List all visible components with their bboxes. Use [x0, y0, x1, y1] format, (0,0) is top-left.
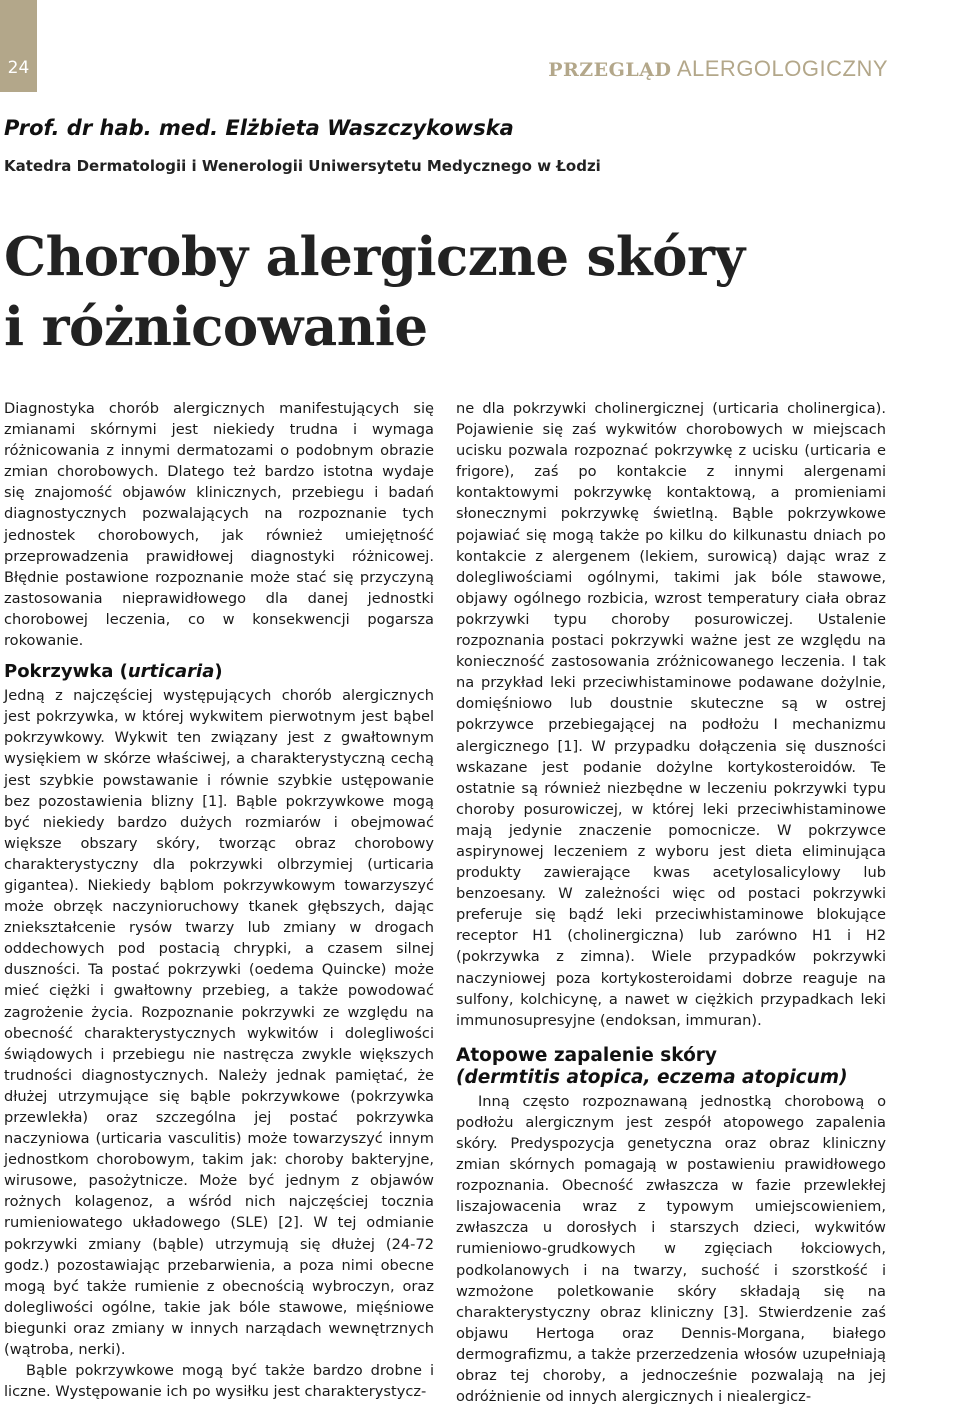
heading-end: ) [214, 661, 223, 683]
heading-main: Pokrzywka ( [4, 661, 128, 683]
body-paragraph: ne dla pokrzywki cholinergicznej (urticaria cholinergica). Pojawienie się zaś wykwitów chorobowych w miejscach ucisku pozwala rozpoznać pokrzywkę z ucisku (urticaria e frigore), zaś po kontakcie z innymi alergenami kontaktowymi pokrzywkę kontaktową, a promieniami słonecznymi pokrzywkę świetlną. Bąble pokrzywkowe pojawiać się mogą także po kilku do kilkunastu dniach po kontakcie z alergenem (lekiem, surowicą) dając wraz z dolegliwościami ogólnymi, takimi jak bóle stawowe, objawy ogólnego rozbicia, wzrost temperatury ciała obraz pokrzywki typu choroby posurowiczej. Ustalenie rozpoznania postaci pokrzywki ważne jest ze względu na konieczność zastosowania zróżnicowanego leczenia. I tak na przykład leki przeciwhistaminowe podawane dożylnie, domięśniowo lub doustnie skuteczne są w ostrej pokrzywce przebiegającej na podłożu I mechanizmu alergicznego [1]. W przypadku dołączenia się duszności wskazane jest podanie dożylne kortykosteroidów. Te ostatnie są również niezbędne w leczeniu pokrzywki typu choroby posurowiczej, w której leki przeciwhistaminowe mają jedynie znaczenie pomocnicze. W pokrzywce aspirynowej leczeniem z wyboru jest dieta eliminująca produkty zawierające kwas acetylosalicylowy lub benzoesany. W zależności więc od postaci pokrzywki preferuje się bądź leki przeciwhistaminowe blokujące receptor H1 (cholinergiczna) lub zarówno H1 i H2 (pokrzywka z zimna). Wiele przypadków pokrzywki naczyniowej poza kortykosteroidami dobrze reaguje na sulfony, kolchicynę, a nawet w ciężkich przypadkach leki immunosupresyjne (endoksan, immuran). [456, 400, 886, 1029]
article-title [4, 222, 904, 362]
article-title-line2: i różnicowanie [4, 296, 428, 358]
page-number: 24 [7, 58, 30, 78]
heading-line2-italic: (dermtitis atopica, eczema atopicum) [456, 1066, 848, 1088]
journal-name-part1: PRZEGLĄD [548, 59, 672, 81]
intro-paragraph: Diagnostyka chorób alergicznych manifestujących się zmianami skórnymi jest niekiedy trudna i wymaga różnicowania z innymi dermatozami o podobnym obrazie zmian chorobowych. Dlatego też bardzo istotna wydaje się znajomość objawów klinicznych, przebiegu i badań diagnostycznych pozwalających na rozpoznanie tych jednostek chorobowych, jak również umiejętność przeprowadzenia prawidłowej diagnostyki różnicowej. Błędnie postawione rozpoznanie może stać się przyczyną zastosowania nieprawidłowego dla danej jednostki chorobowej leczenia, co w konsekwencji pogarsza rokowanie. [4, 400, 434, 650]
body-paragraph: Bąble pokrzywkowe mogą być także bardzo drobne i liczne. Występowanie ich po wysiłku jest charakterystycz- [4, 1362, 434, 1401]
author-affiliation: Katedra Dermatologii i Wenerologii Uniwersytetu Medycznego w Łodzi [4, 157, 601, 175]
body-paragraph: Jedną z najczęściej występujących chorób alergicznych jest pokrzywka, w której wykwitem pierwotnym jest bąbel pokrzywkowy. Wykwit ten związany jest z gwałtownym wysiękiem w skórze właściwej, a charakterystyczną cechą jest szybkie powstawanie i równie szybkie ustępowanie bez pozostawienia blizny [1]. Bąble pokrzywkowe mogą być niekiedy bardzo dużych rozmiarów i obejmować większe obszary skóry, tworząc obraz chorobowy charakterystyczny dla pokrzywki olbrzymiej (urticaria gigantea). Niekiedy bąblom pokrzywkowym towarzyszyć może obrzęk naczynioruchowy tkanek głębszych, dając zniekształcenie rysów twarzy lub zmiany w drogach oddechowych pod postacią chrypki, a czasem silnej duszności. Ta postać pokrzywki (oedema Quincke) może mieć ciężki i gwałtowny przebieg, a także powodować zagrożenie życia. Rozpoznanie pokrzywki ze względu na obecność charakterystycznych wykwitów i dolegliwości świądowych i przebiegu nie nastręcza zwykle większych trudności diagnostycznych. Należy jednak pamiętać, że dłużej utrzymujące się bąble pokrzywkowe (pokrzywka przewlekła) oraz szczególna jej postać pokrzywka naczyniowa (urticaria vasculitis) może towarzyszyć innym jednostkom chorobowym, takim jak: choroby bakteryjne, wirusowe, pasożytnicze. Może być jednym z objawów rożnych kolagenoz, a wśród nich najczęściej tocznia rumieniowatego układowego (SLE) [2]. W tej odmianie pokrzywki zmiany (bąble) utrzymują się dłużej (24-72 godz.) pozostawiając przebarwienia, a poza nimi obecne mogą być także rumienie z obecnością wybroczyn, oraz dolegliwości ogólne, takie jak bóle stawowe, mięśniowe biegunki oraz zmiany w innych narządach wewnętrznych (wątroba, nerki). [4, 687, 434, 1359]
heading-line2 [456, 1067, 886, 1089]
author-name: Prof. dr hab. med. Elżbieta Waszczykowska [4, 116, 514, 140]
heading-italic: urticaria [127, 661, 215, 683]
article-title-line1: Choroby alergiczne skóry [4, 226, 745, 288]
section-heading-urticaria [4, 661, 434, 683]
left-column [4, 398, 434, 1402]
section-heading-atopic [456, 1045, 886, 1089]
page-number-tab [0, 0, 37, 92]
heading-line1: Atopowe zapalenie skóry [456, 1044, 717, 1066]
right-column [456, 398, 886, 1407]
journal-name-part2: ALERGOLOGICZNY [676, 56, 888, 81]
journal-name [548, 56, 888, 82]
body-paragraph: Inną często rozpoznawaną jednostką chorobową o podłożu alergicznym jest zespół atopowego zapalenia skóry. Predyspozycja genetyczna oraz obraz kliniczny zmian skórnych pomagają w postawieniu prawidłowego rozpoznania. Obecność zwłaszcza w fazie przewlekłej liszajowacenia wraz z typowym umiejscowieniem, zwłaszcza u dorosłych i starszych dzieci, wykwitów rumieniowo-grudkowych w zgięciach łokciowych, podkolanowych i na twarzy, suchość i szorstkość i wzmożone poletkowanie skóry składają się na charakterystyczny obraz kliniczny [3]. Stwierdzenie zaś objawu Hertoga oraz Dennis-Morgana, białego dermografizmu, a także przerzedzenia włosów uzupełniają obraz tej choroby, a jednocześnie pozwalają na jej odróżnienie od innych alergicznych i niealergicz- [456, 1092, 886, 1406]
